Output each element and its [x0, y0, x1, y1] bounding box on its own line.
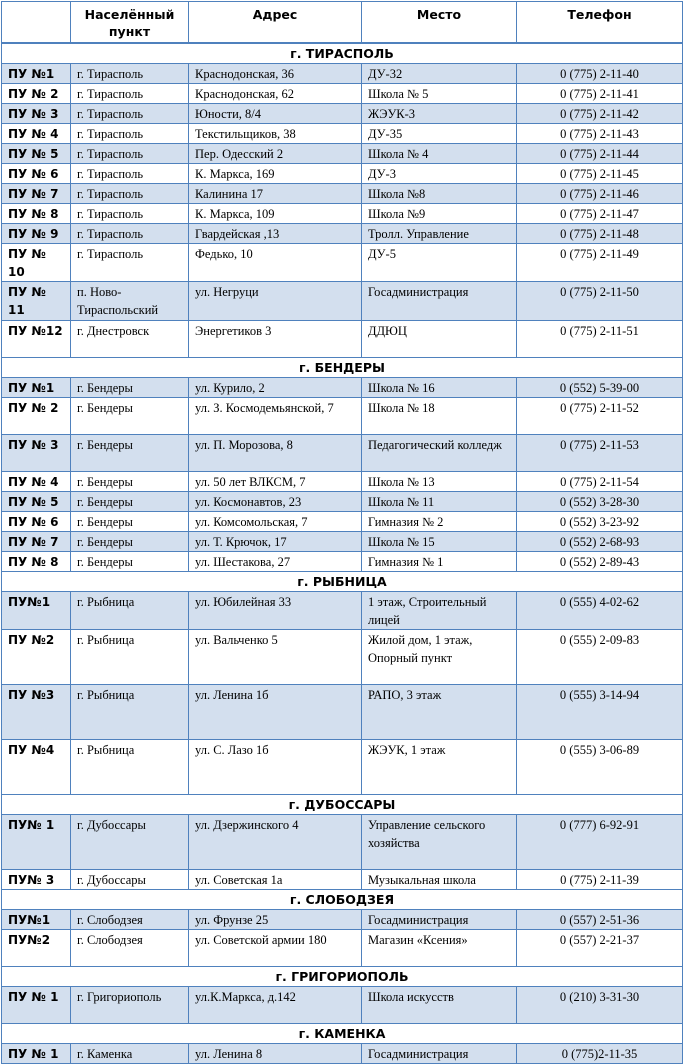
section-title: г. ГРИГОРИОПОЛЬ [2, 967, 683, 987]
pu-cell: ПУ № 3 [2, 435, 71, 472]
pu-cell: ПУ № 8 [2, 204, 71, 224]
phone-cell: 0 (775) 2-11-47 [517, 204, 683, 224]
address-cell: ул.К.Маркса, д.142 [189, 987, 362, 1024]
phone-cell: 0 (775) 2-11-52 [517, 398, 683, 435]
city-cell: г. Рыбница [71, 685, 189, 740]
place-cell: Тролл. Управление [362, 224, 517, 244]
city-cell: г. Каменка [71, 1044, 189, 1064]
pu-cell: ПУ № 4 [2, 472, 71, 492]
city-cell: г. Рыбница [71, 630, 189, 685]
address-cell: К. Маркса, 169 [189, 164, 362, 184]
table-body [2, 43, 683, 1064]
pu-cell: ПУ № 2 [2, 398, 71, 435]
table-row [2, 84, 683, 104]
table-row [2, 740, 683, 795]
table-row [2, 492, 683, 512]
address-cell: ул. Комсомольская, 7 [189, 512, 362, 532]
section-row [2, 572, 683, 592]
address-cell: ул. П. Морозова, 8 [189, 435, 362, 472]
city-cell: г. Тирасполь [71, 104, 189, 124]
pu-cell: ПУ № 2 [2, 84, 71, 104]
table-row [2, 435, 683, 472]
place-cell: Гимназия № 2 [362, 512, 517, 532]
header-place: Место [362, 2, 517, 44]
phone-cell: 0 (555) 3-06-89 [517, 740, 683, 795]
table-row [2, 204, 683, 224]
phone-cell: 0 (775) 2-11-44 [517, 144, 683, 164]
phone-cell: 0 (775) 2-11-54 [517, 472, 683, 492]
section-title: г. БЕНДЕРЫ [2, 358, 683, 378]
header-phone: Телефон [517, 2, 683, 44]
city-cell: г. Тирасполь [71, 144, 189, 164]
table-row [2, 224, 683, 244]
place-cell: ЖЭУК-3 [362, 104, 517, 124]
place-cell: Школа № 13 [362, 472, 517, 492]
address-cell: Юности, 8/4 [189, 104, 362, 124]
phone-cell: 0 (555) 4-02-62 [517, 592, 683, 630]
section-title: г. КАМЕНКА [2, 1024, 683, 1044]
place-cell: Школа №9 [362, 204, 517, 224]
pu-cell: ПУ № 5 [2, 144, 71, 164]
pu-cell: ПУ № 1 [2, 987, 71, 1024]
pu-cell: ПУ № 7 [2, 532, 71, 552]
address-cell: Краснодонская, 36 [189, 64, 362, 84]
address-cell: ул. С. Лазо 1б [189, 740, 362, 795]
pu-cell: ПУ № 1 [2, 1044, 71, 1064]
place-cell: Школа № 15 [362, 532, 517, 552]
place-cell: ДУ-5 [362, 244, 517, 282]
table-row [2, 630, 683, 685]
address-cell: ул. Негруци [189, 282, 362, 321]
city-cell: г. Днестровск [71, 321, 189, 358]
place-cell: Магазин «Ксения» [362, 930, 517, 967]
place-cell: Школа №8 [362, 184, 517, 204]
city-cell: г. Бендеры [71, 492, 189, 512]
city-cell: г. Тирасполь [71, 224, 189, 244]
phone-cell: 0 (775) 2-11-39 [517, 870, 683, 890]
phone-cell: 0 (775)2-11-35 [517, 1044, 683, 1064]
table-row [2, 870, 683, 890]
place-cell: ДУ-3 [362, 164, 517, 184]
address-cell: ул. Дзержинского 4 [189, 815, 362, 870]
pu-cell: ПУ № 6 [2, 164, 71, 184]
address-cell: ул. Советская 1а [189, 870, 362, 890]
header-city: Населённый пункт [71, 2, 189, 44]
place-cell: Музыкальная школа [362, 870, 517, 890]
address-cell: ул. Т. Крючок, 17 [189, 532, 362, 552]
phone-cell: 0 (210) 3-31-30 [517, 987, 683, 1024]
address-cell: Энергетиков 3 [189, 321, 362, 358]
phone-cell: 0 (557) 2-51-36 [517, 910, 683, 930]
pu-cell: ПУ № 8 [2, 552, 71, 572]
city-cell: г. Рыбница [71, 740, 189, 795]
place-cell: Педагогический колледж [362, 435, 517, 472]
phone-cell: 0 (775) 2-11-48 [517, 224, 683, 244]
phone-cell: 0 (775) 2-11-53 [517, 435, 683, 472]
pu-cell: ПУ №1 [2, 64, 71, 84]
city-cell: г. Бендеры [71, 552, 189, 572]
points-table [1, 1, 683, 1064]
city-cell: г. Тирасполь [71, 244, 189, 282]
place-cell: Школа № 18 [362, 398, 517, 435]
address-cell: ул. Ленина 1б [189, 685, 362, 740]
header-pu [2, 2, 71, 44]
table-row [2, 398, 683, 435]
pu-cell: ПУ №3 [2, 685, 71, 740]
phone-cell: 0 (552) 3-28-30 [517, 492, 683, 512]
section-row [2, 1024, 683, 1044]
city-cell: г. Рыбница [71, 592, 189, 630]
table-row [2, 164, 683, 184]
address-cell: ул. З. Космодемьянской, 7 [189, 398, 362, 435]
phone-cell: 0 (555) 3-14-94 [517, 685, 683, 740]
phone-cell: 0 (775) 2-11-41 [517, 84, 683, 104]
address-cell: ул. Космонавтов, 23 [189, 492, 362, 512]
phone-cell: 0 (552) 2-68-93 [517, 532, 683, 552]
city-cell: г. Тирасполь [71, 204, 189, 224]
pu-cell: ПУ№ 1 [2, 815, 71, 870]
phone-cell: 0 (775) 2-11-45 [517, 164, 683, 184]
place-cell: Школа искусств [362, 987, 517, 1024]
pu-cell: ПУ № 3 [2, 104, 71, 124]
place-cell: Школа № 11 [362, 492, 517, 512]
pu-cell: ПУ № 5 [2, 492, 71, 512]
section-row [2, 967, 683, 987]
phone-cell: 0 (777) 6-92-91 [517, 815, 683, 870]
phone-cell: 0 (775) 2-11-50 [517, 282, 683, 321]
address-cell: Краснодонская, 62 [189, 84, 362, 104]
table-row [2, 592, 683, 630]
city-cell: г. Слободзея [71, 930, 189, 967]
section-title: г. СЛОБОДЗЕЯ [2, 890, 683, 910]
table-row [2, 685, 683, 740]
section-row [2, 358, 683, 378]
pu-cell: ПУ № 10 [2, 244, 71, 282]
phone-cell: 0 (552) 2-89-43 [517, 552, 683, 572]
place-cell: РАПО, 3 этаж [362, 685, 517, 740]
city-cell: г. Бендеры [71, 532, 189, 552]
table-row [2, 815, 683, 870]
pu-cell: ПУ№1 [2, 592, 71, 630]
city-cell: г. Дубоссары [71, 815, 189, 870]
address-cell: Калинина 17 [189, 184, 362, 204]
place-cell: Госадминистрация [362, 1044, 517, 1064]
city-cell: п. Ново-Тираспольский [71, 282, 189, 321]
place-cell: Школа № 4 [362, 144, 517, 164]
place-cell: 1 этаж, Строительный лицей [362, 592, 517, 630]
city-cell: г. Дубоссары [71, 870, 189, 890]
address-cell: ул. 50 лет ВЛКСМ, 7 [189, 472, 362, 492]
city-cell: г. Тирасполь [71, 84, 189, 104]
pu-cell: ПУ № 11 [2, 282, 71, 321]
address-cell: ул. Вальченко 5 [189, 630, 362, 685]
address-cell: К. Маркса, 109 [189, 204, 362, 224]
pu-cell: ПУ№1 [2, 910, 71, 930]
table-row [2, 930, 683, 967]
city-cell: г. Бендеры [71, 512, 189, 532]
pu-cell: ПУ №2 [2, 630, 71, 685]
city-cell: г. Бендеры [71, 435, 189, 472]
city-cell: г. Тирасполь [71, 124, 189, 144]
place-cell: Жилой дом, 1 этаж, Опорный пункт [362, 630, 517, 685]
city-cell: г. Тирасполь [71, 184, 189, 204]
section-row [2, 795, 683, 815]
pu-cell: ПУ № 9 [2, 224, 71, 244]
address-cell: Текстильщиков, 38 [189, 124, 362, 144]
pu-cell: ПУ № 7 [2, 184, 71, 204]
section-title: г. РЫБНИЦА [2, 572, 683, 592]
place-cell: Госадминистрация [362, 282, 517, 321]
phone-cell: 0 (555) 2-09-83 [517, 630, 683, 685]
table-row [2, 532, 683, 552]
address-cell: Гвардейская ,13 [189, 224, 362, 244]
place-cell: Гимназия № 1 [362, 552, 517, 572]
pu-cell: ПУ №12 [2, 321, 71, 358]
table-row [2, 512, 683, 532]
header-address: Адрес [189, 2, 362, 44]
address-cell: Пер. Одесский 2 [189, 144, 362, 164]
place-cell: Школа № 16 [362, 378, 517, 398]
phone-cell: 0 (775) 2-11-49 [517, 244, 683, 282]
phone-cell: 0 (775) 2-11-43 [517, 124, 683, 144]
place-cell: Госадминистрация [362, 910, 517, 930]
table-row [2, 910, 683, 930]
phone-cell: 0 (552) 3-23-92 [517, 512, 683, 532]
table-row [2, 378, 683, 398]
pu-cell: ПУ№2 [2, 930, 71, 967]
address-cell: ул. Юбилейная 33 [189, 592, 362, 630]
section-title: г. ТИРАСПОЛЬ [2, 43, 683, 64]
section-title: г. ДУБОССАРЫ [2, 795, 683, 815]
table-row [2, 1044, 683, 1064]
phone-cell: 0 (552) 5-39-00 [517, 378, 683, 398]
table-row [2, 321, 683, 358]
section-row [2, 43, 683, 64]
place-cell: ДУ-32 [362, 64, 517, 84]
place-cell: ЖЭУК, 1 этаж [362, 740, 517, 795]
city-cell: г. Бендеры [71, 378, 189, 398]
pu-cell: ПУ №4 [2, 740, 71, 795]
address-cell: ул. Курило, 2 [189, 378, 362, 398]
city-cell: г. Григориополь [71, 987, 189, 1024]
table-row [2, 64, 683, 84]
place-cell: Школа № 5 [362, 84, 517, 104]
table-row [2, 104, 683, 124]
table-row [2, 244, 683, 282]
table-row [2, 472, 683, 492]
table-row [2, 184, 683, 204]
pu-cell: ПУ № 6 [2, 512, 71, 532]
phone-cell: 0 (775) 2-11-51 [517, 321, 683, 358]
address-cell: ул. Шестакова, 27 [189, 552, 362, 572]
table-row [2, 987, 683, 1024]
city-cell: г. Тирасполь [71, 64, 189, 84]
table-row [2, 282, 683, 321]
address-cell: ул. Фрунзе 25 [189, 910, 362, 930]
address-cell: ул. Советской армии 180 [189, 930, 362, 967]
table-row [2, 144, 683, 164]
phone-cell: 0 (775) 2-11-46 [517, 184, 683, 204]
pu-cell: ПУ №1 [2, 378, 71, 398]
phone-cell: 0 (775) 2-11-40 [517, 64, 683, 84]
header-row [2, 2, 683, 44]
city-cell: г. Слободзея [71, 910, 189, 930]
place-cell: ДУ-35 [362, 124, 517, 144]
phone-cell: 0 (775) 2-11-42 [517, 104, 683, 124]
city-cell: г. Бендеры [71, 472, 189, 492]
table-row [2, 552, 683, 572]
address-cell: Федько, 10 [189, 244, 362, 282]
place-cell: Управление сельского хозяйства [362, 815, 517, 870]
address-cell: ул. Ленина 8 [189, 1044, 362, 1064]
place-cell: ДДЮЦ [362, 321, 517, 358]
city-cell: г. Тирасполь [71, 164, 189, 184]
pu-cell: ПУ№ 3 [2, 870, 71, 890]
section-row [2, 890, 683, 910]
city-cell: г. Бендеры [71, 398, 189, 435]
pu-cell: ПУ № 4 [2, 124, 71, 144]
table-row [2, 124, 683, 144]
phone-cell: 0 (557) 2-21-37 [517, 930, 683, 967]
